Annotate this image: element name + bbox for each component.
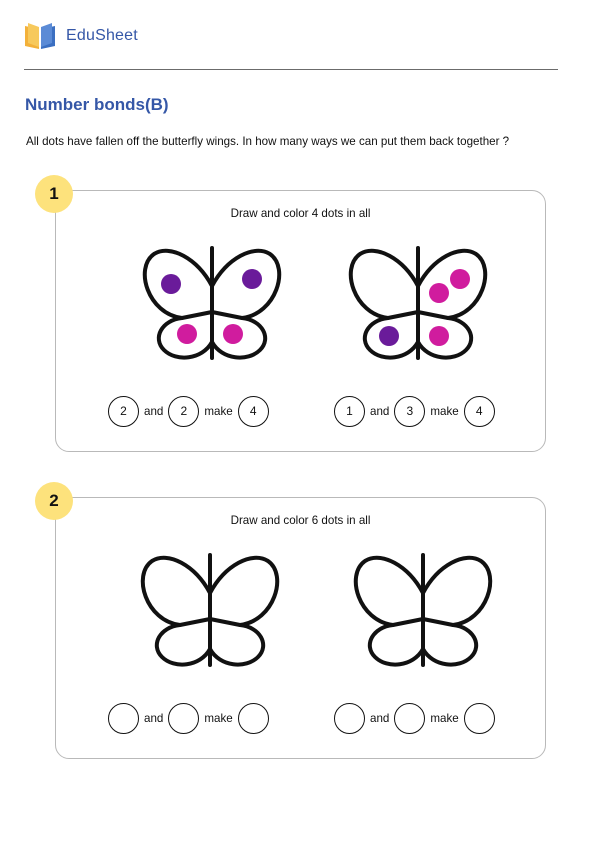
dot [450,269,470,289]
exercise-number-badge-1: 1 [35,175,73,213]
open-book-icon [24,20,56,52]
answer-circle-part-b[interactable] [168,703,199,734]
answer-circle-part-b[interactable]: 2 [168,396,199,427]
make-word: make [430,404,459,418]
number-bond-1b [334,394,495,428]
exercise-number-badge-2: 2 [35,482,73,520]
number-bond-2a [108,701,269,735]
make-word: make [204,404,233,418]
answer-circle-total[interactable]: 4 [238,396,269,427]
header-divider [24,69,558,70]
answer-circle-part-a[interactable] [108,703,139,734]
page-title: Number bonds(B) [25,95,169,114]
number-bond-2b [334,701,495,735]
dot [242,269,262,289]
brand-name: EduSheet [66,27,138,44]
answer-circle-total[interactable] [238,703,269,734]
and-word: and [370,711,390,725]
and-word: and [144,404,164,418]
dot [429,283,449,303]
butterfly-2b[interactable] [353,553,493,669]
dot [429,326,449,346]
make-word: make [204,711,233,725]
butterfly-2a[interactable] [140,553,280,669]
butterfly-1a [142,246,282,362]
dot [161,274,181,294]
dot [223,324,243,344]
number-bond-1a [108,394,269,428]
answer-circle-part-b[interactable] [394,703,425,734]
dot [379,326,399,346]
dot [177,324,197,344]
exercise-prompt: Draw and color 4 dots in all [230,207,371,220]
header [24,20,138,52]
exercise-prompt: Draw and color 6 dots in all [230,514,371,527]
make-word: make [430,711,459,725]
answer-circle-part-a[interactable]: 2 [108,396,139,427]
answer-circle-part-a[interactable]: 1 [334,396,365,427]
answer-circle-part-a[interactable] [334,703,365,734]
butterfly-1b [348,246,488,362]
and-word: and [144,711,164,725]
answer-circle-total[interactable] [464,703,495,734]
exercise-card-2 [55,497,546,759]
answer-circle-part-b[interactable]: 3 [394,396,425,427]
and-word: and [370,404,390,418]
instructions: All dots have fallen off the butterfly wings. In how many ways we can put them back together ? [26,135,510,148]
exercise-card-1 [55,190,546,452]
answer-circle-total[interactable]: 4 [464,396,495,427]
